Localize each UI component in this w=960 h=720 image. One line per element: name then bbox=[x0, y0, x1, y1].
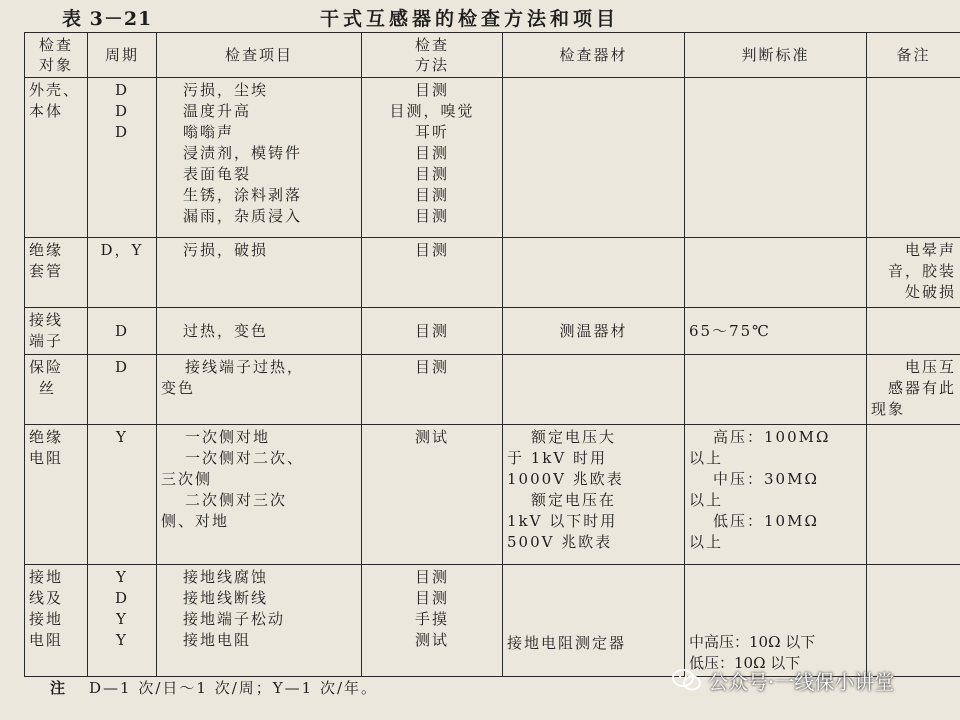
header-period: 周期 bbox=[88, 33, 157, 78]
cell-items: 接地线腐蚀 接地线断线 接地端子松动 接地电阻 bbox=[157, 565, 362, 677]
cell-methods: 目测 bbox=[362, 238, 503, 308]
table-number: 表 3－21 bbox=[62, 8, 153, 30]
cell-object: 绝缘 套管 bbox=[25, 238, 88, 308]
cell-remark bbox=[867, 78, 960, 238]
footnote-text: D—1 次/日～1 次/周；Y—1 次/年。 bbox=[89, 679, 379, 697]
cell-items: 污损，破损 bbox=[157, 238, 362, 308]
cell-object: 接地 线及 接地 电阻 bbox=[25, 565, 88, 677]
header-row bbox=[25, 33, 960, 78]
header-method: 检查 方法 bbox=[362, 33, 503, 78]
cell-remark bbox=[867, 425, 960, 565]
cell-methods: 目测 bbox=[362, 355, 503, 425]
cell-period: D D D bbox=[88, 78, 157, 238]
cell-equipment bbox=[503, 355, 685, 425]
cell-period: D，Y bbox=[88, 238, 157, 308]
table-row bbox=[25, 565, 960, 677]
cell-remark bbox=[867, 308, 960, 355]
watermark-text: 公众号·一线保小讲堂 bbox=[708, 669, 895, 694]
table-title: 干式互感器的检查方法和项目 bbox=[320, 8, 620, 30]
table-row bbox=[25, 355, 960, 425]
wechat-icon bbox=[672, 668, 702, 692]
cell-methods: 测试 bbox=[362, 425, 503, 565]
cell-period: Y bbox=[88, 425, 157, 565]
table-row bbox=[25, 308, 960, 355]
watermark bbox=[672, 662, 894, 698]
header-criteria: 判断标准 bbox=[685, 33, 867, 78]
cell-criteria bbox=[685, 78, 867, 238]
footnote bbox=[50, 677, 378, 698]
cell-period: Y D Y Y bbox=[88, 565, 157, 677]
cell-criteria: 中高压：10Ω 以下 低压：10Ω 以下 bbox=[685, 565, 867, 677]
cell-period: D bbox=[88, 308, 157, 355]
cell-equipment: 接地电阻测定器 bbox=[503, 565, 685, 677]
cell-remark bbox=[867, 565, 960, 677]
cell-object: 外壳、 本体 bbox=[25, 78, 88, 238]
cell-criteria bbox=[685, 355, 867, 425]
header-remark: 备注 bbox=[867, 33, 960, 78]
inspection-table bbox=[24, 32, 960, 677]
cell-equipment bbox=[503, 78, 685, 238]
header-object: 检查 对象 bbox=[25, 33, 88, 78]
cell-criteria: 高压：100MΩ 以上 中压：30MΩ 以上 低压：10MΩ 以上 bbox=[685, 425, 867, 565]
table-row bbox=[25, 238, 960, 308]
cell-items: 污损，尘埃 温度升高 嗡嗡声 浸渍剂，模铸件 表面龟裂 生锈，涂料剥落 漏雨，杂质浸入 bbox=[157, 78, 362, 238]
cell-criteria: 65～75℃ bbox=[685, 308, 867, 355]
cell-remark: 电压互 感器有此 现象 bbox=[867, 355, 960, 425]
table-row bbox=[25, 425, 960, 565]
cell-object: 接线 端子 bbox=[25, 308, 88, 355]
footnote-label: 注 bbox=[50, 679, 68, 697]
cell-object: 绝缘 电阻 bbox=[25, 425, 88, 565]
cell-remark: 电晕声 音，胶装 处破损 bbox=[867, 238, 960, 308]
cell-items: 一次侧对地 一次侧对二次、 三次侧 二次侧对三次 侧、对地 bbox=[157, 425, 362, 565]
cell-methods: 目测 目测，嗅觉 耳听 目测 目测 目测 目测 bbox=[362, 78, 503, 238]
cell-object: 保险 丝 bbox=[25, 355, 88, 425]
cell-equipment: 测温器材 bbox=[503, 308, 685, 355]
table-row bbox=[25, 78, 960, 238]
cell-items: 过热，变色 bbox=[157, 308, 362, 355]
cell-methods: 目测 bbox=[362, 308, 503, 355]
header-equipment: 检查器材 bbox=[503, 33, 685, 78]
table-title-row bbox=[30, 4, 930, 32]
header-item: 检查项目 bbox=[157, 33, 362, 78]
cell-period: D bbox=[88, 355, 157, 425]
cell-equipment: 额定电压大 于 1kV 时用 1000V 兆欧表 额定电压在 1kV 以下时用 500V 兆欧表 bbox=[503, 425, 685, 565]
cell-items: 接线端子过热， 变色 bbox=[157, 355, 362, 425]
cell-criteria bbox=[685, 238, 867, 308]
cell-equipment bbox=[503, 238, 685, 308]
cell-methods: 目测 目测 手摸 测试 bbox=[362, 565, 503, 677]
